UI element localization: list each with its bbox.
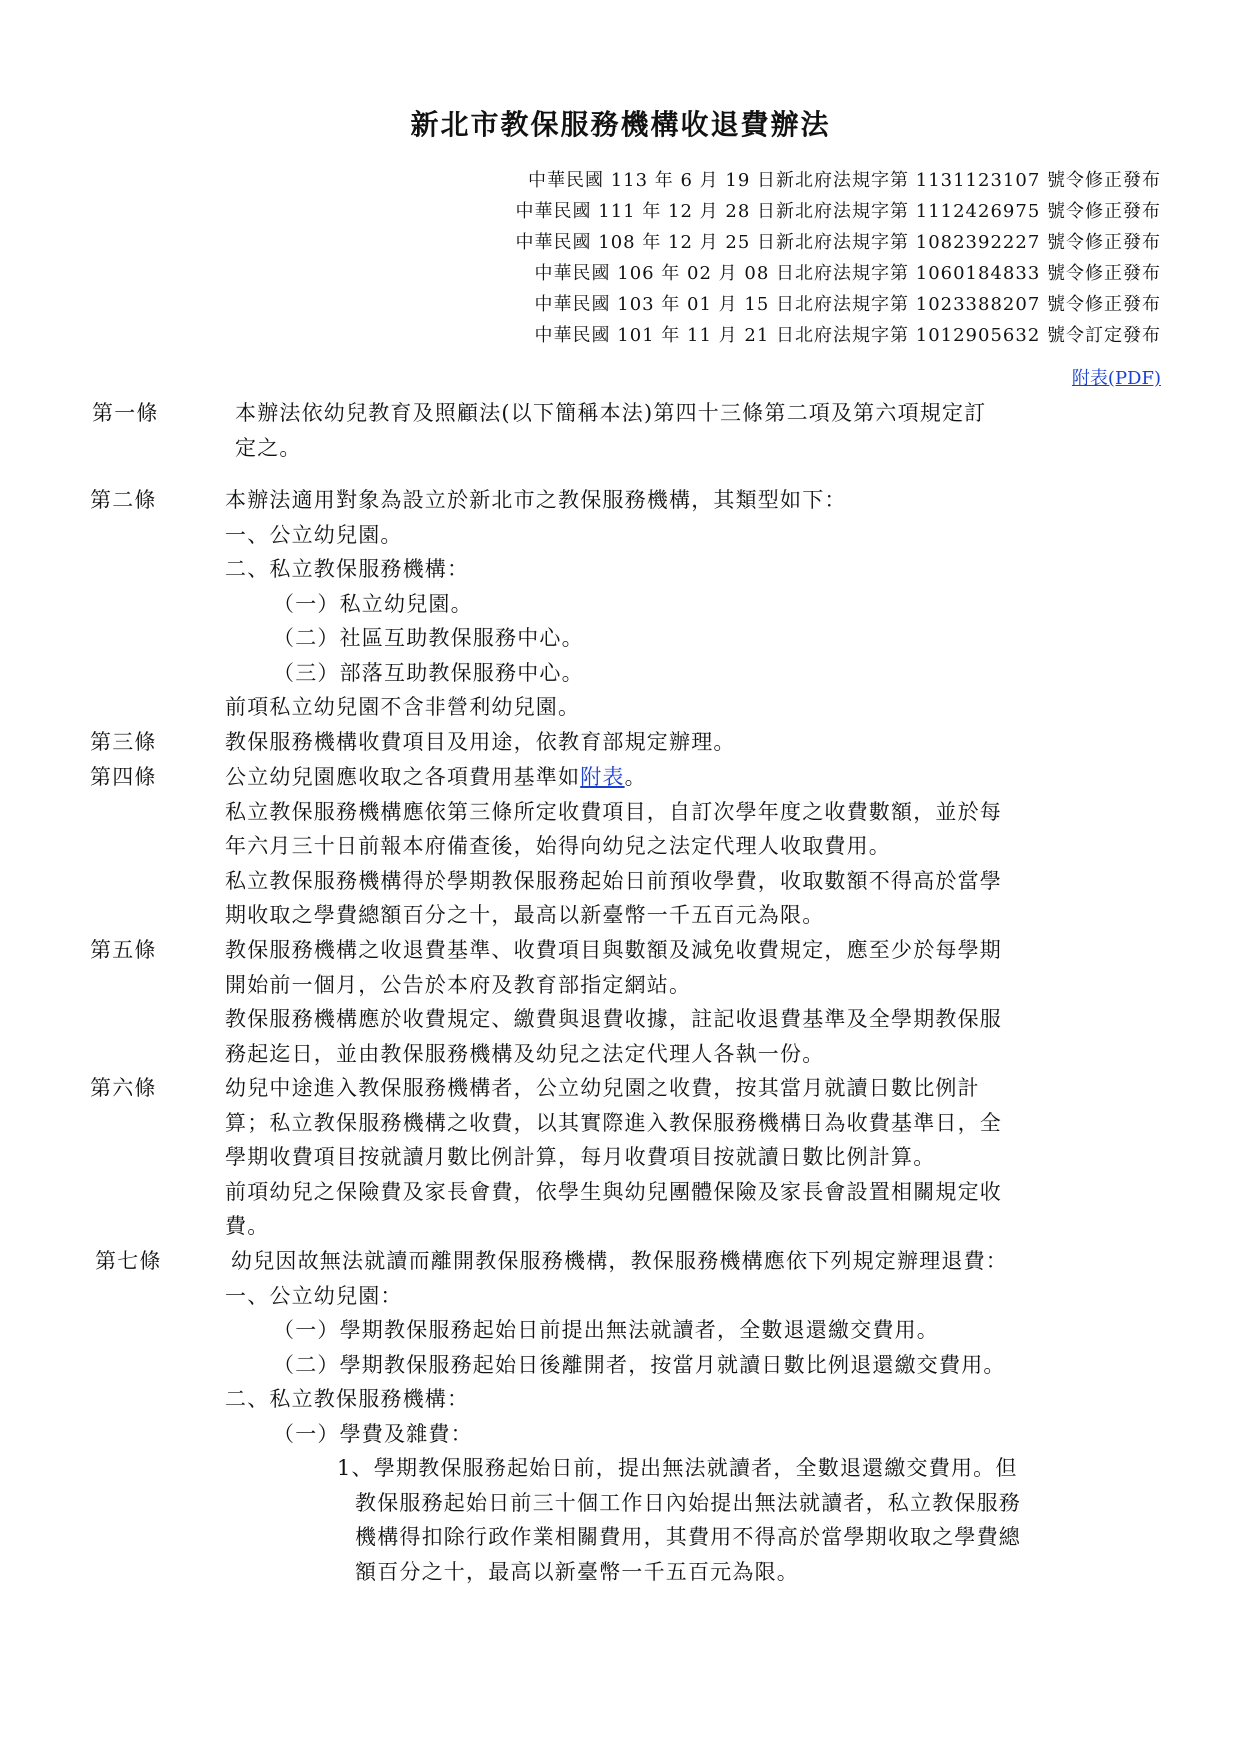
numbered-item-continuation: 機構得扣除行政作業相關費用，其費用不得高於當學期收取之學費總 (355, 1525, 1021, 1549)
sub-list-item: （三）部落互助教保服務中心。 (273, 660, 584, 685)
article-line: 前項幼兒之保險費及家長會費，依學生與幼兒團體保險及家長會設置相關規定收 (225, 1179, 1002, 1204)
article-body (225, 933, 1155, 1071)
article-label: 第七條 (95, 1249, 162, 1273)
page-title: 新北市教保服務機構收退費辦法 (410, 108, 831, 141)
article-label: 第五條 (90, 938, 157, 962)
annex-pdf-link[interactable]: 附表(PDF) (1071, 368, 1161, 389)
article-line: 本辦法依幼兒教育及照顧法(以下簡稱本法)第四十三條第二項及第六項規定訂 (235, 401, 987, 425)
article-line: 學期收費項目按就讀月數比例計算，每月收費項目按就讀日數比例計算。 (225, 1145, 936, 1169)
article-line: 教保服務機構應於收費規定、繳費與退費收據，註記收退費基準及全學期教保服 (225, 1007, 1002, 1031)
article-label: 第二條 (90, 488, 157, 512)
article-body (225, 483, 1155, 725)
article-label: 第四條 (90, 765, 157, 789)
annex-inline-link[interactable]: 附表 (580, 765, 625, 789)
numbered-item-continuation: 額百分之十，最高以新臺幣一千五百元為限。 (355, 1559, 799, 1584)
sub-list-item: （二）學期教保服務起始日後離開者，按當月就讀日數比例退還繳交費用。 (273, 1352, 1006, 1377)
article-line: 本辦法適用對象為設立於新北市之教保服務機構，其類型如下： (225, 488, 847, 512)
line-text: 公立幼兒園應收取之各項費用基準如 (225, 765, 581, 789)
article-line: 期收取之學費總額百分之十，最高以新臺幣一千五百元為限。 (225, 903, 825, 927)
promulgation-history (516, 165, 1161, 351)
article-body (225, 725, 1155, 760)
sub-list-item: （一）學費及雜費： (273, 1421, 473, 1446)
article-line: 教保服務機構收費項目及用途，依教育部規定辦理。 (225, 730, 736, 754)
article-body (225, 1244, 1155, 1589)
list-item: 一、公立幼兒園。 (225, 522, 403, 547)
article-body (225, 1071, 1155, 1244)
history-line: 中華民國 113 年 6 月 19 日新北府法規字第 1131123107 號令修正發布 (527, 170, 1161, 191)
article-line: 開始前一個月，公告於本府及教育部指定網站。 (225, 972, 692, 997)
sub-list-item: （一）學期教保服務起始日前提出無法就讀者，全數退還繳交費用。 (273, 1318, 939, 1342)
article-line: 費。 (225, 1214, 270, 1238)
article-line: 幼兒因故無法就讀而離開教保服務機構，教保服務機構應依下列規定辦理退費： (231, 1249, 1008, 1273)
history-line: 中華民國 103 年 01 月 15 日北府法規字第 1023388207 號令修正發布 (534, 294, 1161, 315)
article-line: 定之。 (235, 435, 302, 460)
article-line: 算；私立教保服務機構之收費，以其實際進入教保服務機構日為收費基準日，全 (225, 1110, 1002, 1135)
line-text: 。 (624, 765, 647, 789)
article-line: 前項私立幼兒園不含非營利幼兒園。 (225, 695, 581, 719)
sub-list-item: （一）私立幼兒園。 (273, 591, 473, 616)
article-label: 第一條 (92, 401, 159, 425)
article-body (225, 760, 1155, 933)
article-line: 私立教保服務機構得於學期教保服務起始日前預收學費，收取數額不得高於當學 (225, 868, 1002, 893)
article-body (235, 396, 1165, 465)
article-label: 第三條 (90, 730, 157, 754)
article-line: 年六月三十日前報本府備查後，始得向幼兒之法定代理人收取費用。 (225, 834, 891, 858)
history-line: 中華民國 106 年 02 月 08 日北府法規字第 1060184833 號令修正發布 (534, 263, 1161, 284)
list-item: 二、私立教保服務機構： (225, 1387, 470, 1411)
article-label: 第六條 (90, 1076, 157, 1100)
article-line: 務起迄日，並由教保服務機構及幼兒之法定代理人各執一份。 (225, 1041, 825, 1066)
numbered-item-continuation: 教保服務起始日前三十個工作日內始提出無法就讀者，私立教保服務 (355, 1490, 1021, 1515)
sub-list-item: （二）社區互助教保服務中心。 (273, 626, 584, 650)
article-line: 幼兒中途進入教保服務機構者，公立幼兒園之收費，按其當月就讀日數比例計 (225, 1076, 980, 1100)
numbered-item: 1、學期教保服務起始日前，提出無法就讀者，全數退還繳交費用。但 (337, 1456, 1018, 1480)
history-line: 中華民國 111 年 12 月 28 日新北府法規字第 1112426975 號令修正發布 (515, 201, 1161, 222)
list-item: 一、公立幼兒園： (225, 1283, 403, 1308)
history-line: 中華民國 101 年 11 月 21 日北府法規字第 1012905632 號令訂定發布 (534, 325, 1161, 346)
article-line: 私立教保服務機構應依第三條所定收費項目，自訂次學年度之收費數額，並於每 (225, 799, 1002, 824)
list-item: 二、私立教保服務機構： (225, 557, 470, 581)
article-line: 教保服務機構之收退費基準、收費項目與數額及減免收費規定，應至少於每學期 (225, 938, 1002, 962)
article-line (225, 760, 1155, 795)
history-line: 中華民國 108 年 12 月 25 日新北府法規字第 1082392227 號令修正發布 (515, 232, 1161, 253)
